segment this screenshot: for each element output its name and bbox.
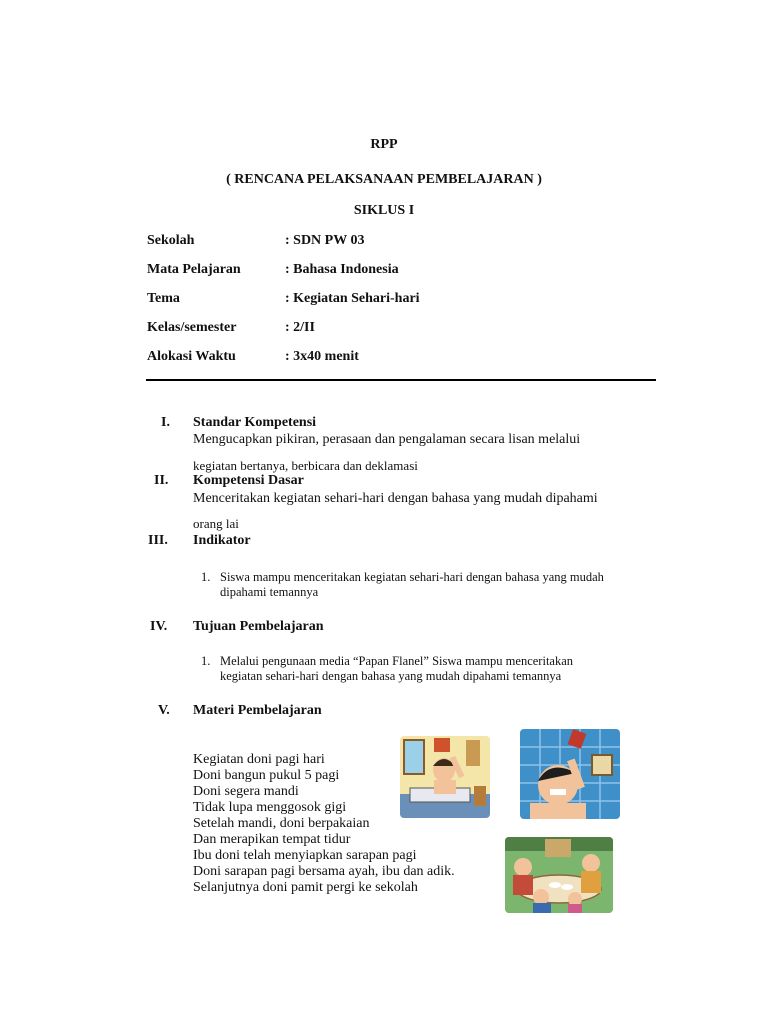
story-line: Doni bangun pukul 5 pagi	[193, 768, 340, 783]
section-2-line-2: orang lai	[193, 516, 239, 531]
section-2-number: II.	[154, 473, 169, 488]
section-4-item-line-1: Melalui pengunaan media “Papan Flanel” Siswa mampu menceritakan	[220, 654, 574, 668]
section-4-item-line-2: kegiatan sehari-hari dengan bahasa yang mudah dipahami temannya	[220, 669, 562, 683]
story-line: Doni segera mandi	[193, 784, 299, 799]
identity-value-theme: : Kegiatan Sehari-hari	[285, 291, 420, 306]
story-line: Kegiatan doni pagi hari	[193, 752, 325, 767]
section-1-line-1: Mengucapkan pikiran, perasaan dan pengalaman secara lisan melalui	[193, 432, 581, 447]
illustration-breakfast	[505, 837, 613, 913]
section-1-number: I.	[161, 415, 170, 430]
identity-label-class: Kelas/semester	[147, 320, 237, 335]
section-2-line-1: Menceritakan kegiatan sehari-hari dengan bahasa yang mudah dipahami	[193, 491, 598, 506]
identity-label-subject: Mata Pelajaran	[147, 262, 241, 277]
story-line: Ibu doni telah menyiapkan sarapan pagi	[193, 848, 417, 863]
header-divider	[146, 379, 656, 381]
doc-cycle: SIKLUS I	[353, 203, 415, 218]
section-4-title: Tujuan Pembelajaran	[193, 619, 324, 634]
doc-subtitle: ( RENCANA PELAKSANAAN PEMBELAJARAN )	[226, 172, 542, 187]
story-line: Selanjutnya doni pamit pergi ke sekolah	[193, 880, 418, 895]
identity-label-school: Sekolah	[147, 233, 195, 248]
section-4-item-number: 1.	[201, 654, 211, 668]
section-3-title: Indikator	[193, 533, 251, 548]
identity-label-theme: Tema	[147, 291, 180, 306]
section-3-item-number: 1.	[201, 570, 211, 584]
section-5-title: Materi Pembelajaran	[193, 703, 322, 718]
section-3-item-line-1: Siswa mampu menceritakan kegiatan sehari-hari dengan bahasa yang mudah	[220, 570, 604, 584]
identity-value-subject: : Bahasa Indonesia	[285, 262, 399, 277]
illustration-wake-up	[400, 736, 490, 818]
story-line: Setelah mandi, doni berpakaian	[193, 816, 370, 831]
section-2-title: Kompetensi Dasar	[193, 473, 304, 488]
identity-label-time: Alokasi Waktu	[147, 349, 236, 364]
identity-value-time: : 3x40 menit	[285, 349, 359, 364]
section-4-number: IV.	[150, 619, 168, 634]
identity-value-class: : 2/II	[285, 320, 315, 335]
illustration-brushing-teeth	[520, 729, 620, 819]
story-line: Doni sarapan pagi bersama ayah, ibu dan adik.	[193, 864, 455, 879]
section-5-number: V.	[158, 703, 170, 718]
section-3-number: III.	[148, 533, 168, 548]
section-3-item-line-2: dipahami temannya	[220, 585, 319, 599]
story-line: Tidak lupa menggosok gigi	[193, 800, 347, 815]
story-line: Dan merapikan tempat tidur	[193, 832, 351, 847]
section-1-title: Standar Kompetensi	[193, 415, 317, 430]
identity-value-school: : SDN PW 03	[285, 233, 365, 248]
section-1-line-2: kegiatan bertanya, berbicara dan deklamasi	[193, 458, 418, 473]
doc-title: RPP	[370, 137, 398, 152]
